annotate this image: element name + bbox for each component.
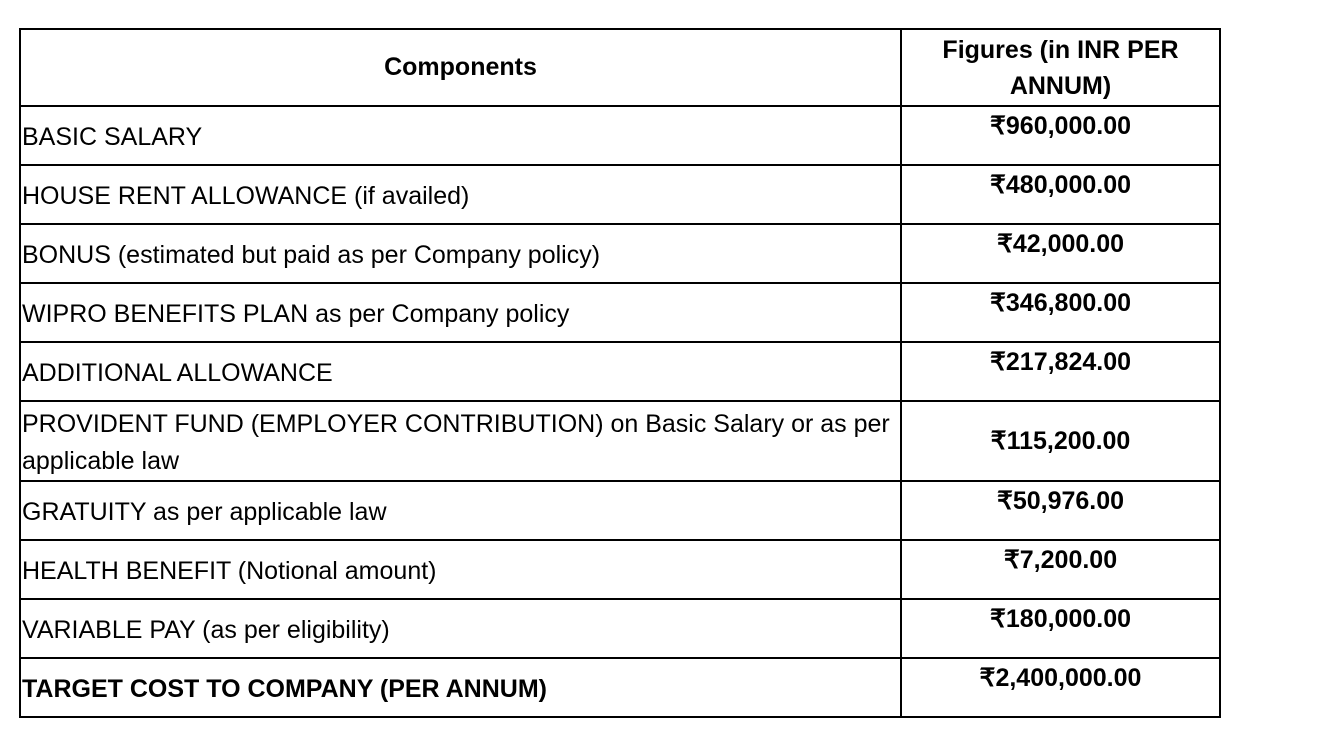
header-figures-label: Figures (in INR PER ANNUM) [942, 35, 1179, 100]
compensation-table [19, 28, 1221, 718]
component-cell: HOUSE RENT ALLOWANCE (if availed) [20, 165, 901, 224]
component-cell: HEALTH BENEFIT (Notional amount) [20, 540, 901, 599]
figure-cell: ₹346,800.00 [901, 283, 1220, 342]
component-cell: ADDITIONAL ALLOWANCE [20, 342, 901, 401]
figure-cell: ₹180,000.00 [901, 599, 1220, 658]
figure-cell: ₹960,000.00 [901, 106, 1220, 165]
figure-cell: ₹50,976.00 [901, 481, 1220, 540]
table-row [20, 540, 1220, 599]
table-row [20, 342, 1220, 401]
figure-cell: ₹42,000.00 [901, 224, 1220, 283]
table-row [20, 106, 1220, 165]
header-figures [901, 29, 1220, 106]
table-row [20, 599, 1220, 658]
figure-cell: ₹217,824.00 [901, 342, 1220, 401]
total-row [20, 658, 1220, 717]
figure-cell: ₹7,200.00 [901, 540, 1220, 599]
table-header-row [20, 29, 1220, 106]
table-row [20, 224, 1220, 283]
table-row [20, 481, 1220, 540]
component-cell: BONUS (estimated but paid as per Company policy) [20, 224, 901, 283]
table-row [20, 165, 1220, 224]
component-cell: WIPRO BENEFITS PLAN as per Company policy [20, 283, 901, 342]
header-components: Components [20, 29, 901, 106]
component-cell: GRATUITY as per applicable law [20, 481, 901, 540]
figure-cell: ₹115,200.00 [901, 401, 1220, 481]
figure-cell: ₹480,000.00 [901, 165, 1220, 224]
table-row [20, 401, 1220, 481]
table-row [20, 283, 1220, 342]
component-cell: PROVIDENT FUND (EMPLOYER CONTRIBUTION) on Basic Salary or as per applicable law [20, 401, 901, 481]
total-figure-cell: ₹2,400,000.00 [901, 658, 1220, 717]
component-cell: VARIABLE PAY (as per eligibility) [20, 599, 901, 658]
total-label-cell: TARGET COST TO COMPANY (PER ANNUM) [20, 658, 901, 717]
component-cell: BASIC SALARY [20, 106, 901, 165]
